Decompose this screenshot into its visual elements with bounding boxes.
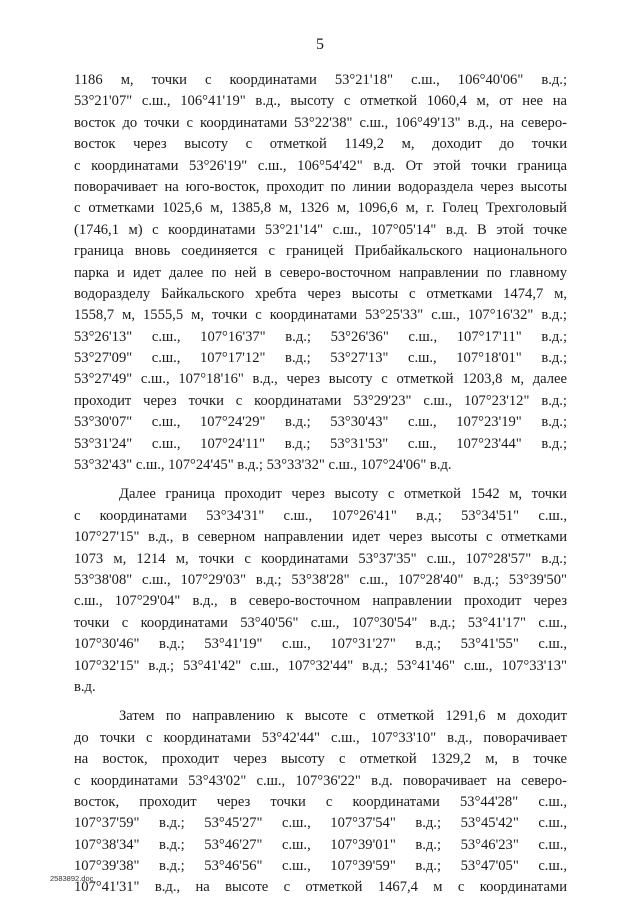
text-line: 53°32'43" с.ш., 107°24'45" в.д.; 53°33'32" с.ш., 107°24'06" в.д.: [74, 457, 452, 474]
footer-doc-code: 2583892.doc: [50, 874, 94, 883]
text-line: 107°37'59" в.д.; 53°45'27" с.ш., 107°37'54" в.д.; 53°45'42" с.ш.,: [74, 815, 567, 832]
text-line: 53°38'08" с.ш., 107°29'03" в.д.; 53°38'28" с.ш., 107°28'40" в.д.; 53°39'50": [74, 571, 567, 588]
text-line: водоразделу Байкальского хребта через высоты с отметками 1474,7 м,: [74, 285, 567, 302]
text-line: Далее граница проходит через высоту с отметкой 1542 м, точки: [119, 486, 567, 503]
text-line: 107°38'34" в.д.; 53°46'27" с.ш., 107°39'01" в.д.; 53°46'23" с.ш.,: [74, 836, 567, 853]
text-line: 1558,7 м, 1555,5 м, точки с координатами 53°25'33" с.ш., 107°16'32" в.д.;: [74, 307, 567, 324]
text-line: 1186 м, точки с координатами 53°21'18" с.ш., 106°40'06" в.д.;: [74, 72, 567, 88]
text-line: 107°41'31" в.д., на высоте с отметкой 1467,4 м с координатами: [74, 879, 567, 896]
text-line: восток через высоту с отметкой 1149,2 м, доходит до точки: [74, 136, 567, 153]
text-line: 107°27'15" в.д., в северном направлении идет через высоты с отметками: [74, 529, 567, 546]
text-line: граница вновь соединяется с границей Прибайкальского национального: [74, 243, 567, 260]
text-line: 53°30'07" с.ш., 107°24'29" в.д.; 53°30'43" с.ш., 107°23'19" в.д.;: [74, 414, 567, 431]
text-line: с координатами 53°43'02" с.ш., 107°36'22" в.д. поворачивает на северо-: [74, 772, 567, 789]
text-line: 53°21'07" с.ш., 106°41'19" в.д., высоту с отметкой 1060,4 м, от нее на: [74, 93, 567, 110]
text-line: поворачивает на юго-восток, проходит по линии водораздела через высоты: [74, 178, 567, 195]
text-line: 1073 м, 1214 м, точки с координатами 53°37'35" с.ш., 107°28'57" в.д.;: [74, 550, 567, 567]
text-line: с координатами 53°34'31" с.ш., 107°26'41" в.д.; 53°34'51" с.ш.,: [74, 507, 567, 524]
paragraph-3: [74, 706, 567, 899]
text-line: 53°27'09" с.ш., 107°17'12" в.д.; 53°27'13" с.ш., 107°18'01" в.д.;: [74, 350, 567, 367]
text-line: в.д.: [74, 678, 96, 695]
text-line: до точки с координатами 53°42'44" с.ш., 107°33'10" в.д., поворачивает: [74, 729, 567, 746]
paragraph-2: [74, 484, 567, 698]
text-line: 53°27'49" с.ш., 107°18'16" в.д., через высоту с отметкой 1203,8 м, далее: [74, 371, 567, 388]
text-line: восток до точки с координатами 53°22'38" с.ш., 106°49'13" в.д., на северо-: [74, 114, 567, 131]
paragraph-1: [74, 70, 567, 476]
text-line: 53°26'13" с.ш., 107°16'37" в.д.; 53°26'36" с.ш., 107°17'11" в.д.;: [74, 328, 567, 345]
text-line: 107°39'38" в.д.; 53°46'56" с.ш., 107°39'59" в.д.; 53°47'05" с.ш.,: [74, 858, 567, 875]
text-line: с отметками 1025,6 м, 1385,8 м, 1326 м, 1096,6 м, г. Голец Трехголовый: [74, 200, 567, 217]
document-body: [74, 70, 567, 907]
text-line: с координатами 53°26'19" с.ш., 106°54'42" в.д. От этой точки граница: [74, 157, 567, 174]
text-line: проходит через точки с координатами 53°29'23" с.ш., 107°23'12" в.д.;: [74, 392, 567, 409]
text-line: с.ш., 107°29'04" в.д., в северо-восточном направлении проходит через: [74, 593, 567, 610]
text-line: 53°31'24" с.ш., 107°24'11" в.д.; 53°31'53" с.ш., 107°23'44" в.д.;: [74, 435, 567, 452]
text-line: 107°30'46" в.д.; 53°41'19" с.ш., 107°31'27" в.д.; 53°41'55" с.ш.,: [74, 636, 567, 653]
text-line: точки с координатами 53°40'56" с.ш., 107°30'54" в.д.; 53°41'17" с.ш.,: [74, 614, 567, 631]
page-number: 5: [316, 36, 324, 53]
text-line: восток, проходит через точки с координатами 53°44'28" с.ш.,: [74, 793, 567, 810]
text-line: (1746,1 м) с координатами 53°21'14" с.ш., 107°05'14" в.д. В этой точке: [74, 221, 567, 238]
text-line: парка и идет далее по ней в северо-восточном направлении по главному: [74, 264, 567, 281]
text-line: 107°32'15" в.д.; 53°41'42" с.ш., 107°32'44" в.д.; 53°41'46" с.ш., 107°33'13": [74, 657, 567, 674]
text-line: на восток, проходит через высоту с отметкой 1329,2 м, в точке: [74, 751, 567, 768]
text-line: Затем по направлению к высоте с отметкой 1291,6 м доходит: [119, 708, 567, 725]
